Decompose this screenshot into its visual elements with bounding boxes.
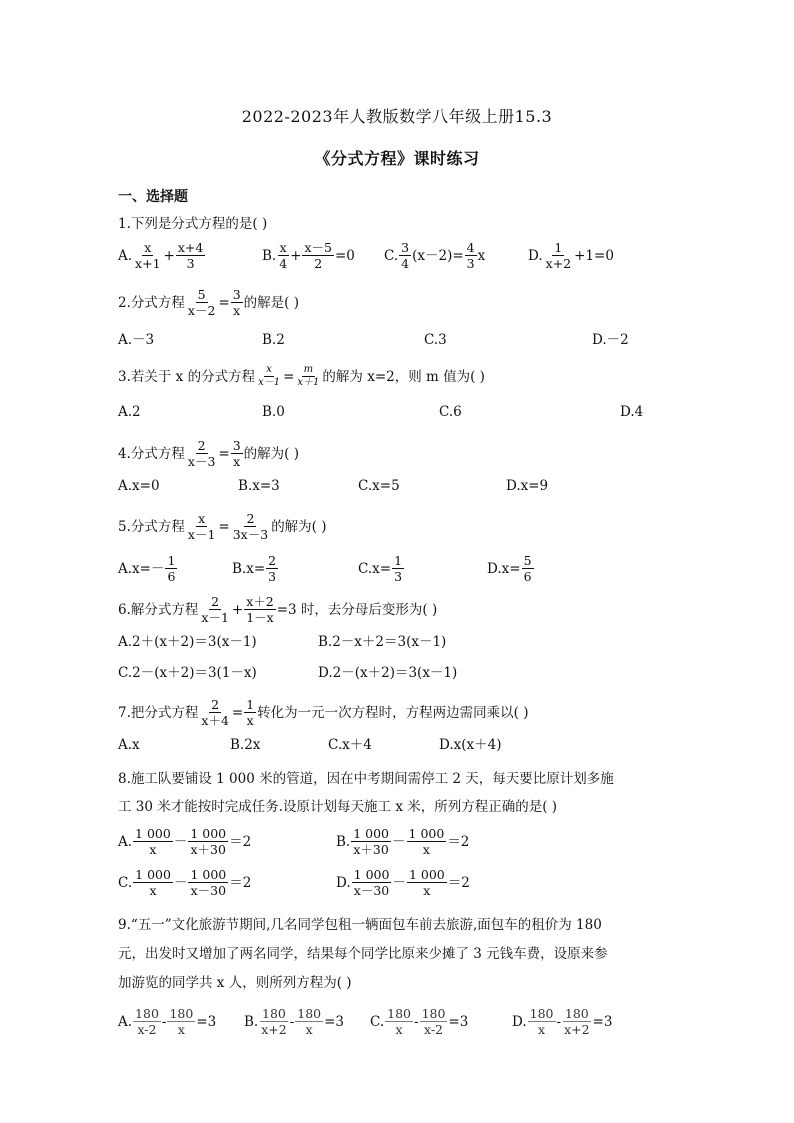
numerator: x <box>266 364 272 375</box>
numerator: 1 000 <box>408 867 445 882</box>
denominator: x－3 <box>187 454 216 469</box>
fraction <box>176 240 205 271</box>
equals-sign: = <box>231 704 244 721</box>
numerator: 2 <box>197 438 206 453</box>
fraction <box>392 553 404 584</box>
denominator: x－2 <box>187 303 216 318</box>
question-3-option-d: D.4 <box>620 404 644 420</box>
operator: － <box>173 874 188 891</box>
option-label: A. <box>118 247 133 264</box>
denominator: x＋30 <box>353 842 389 857</box>
fraction <box>244 594 276 625</box>
stem-prefix: 7.把分式方程 <box>118 704 199 721</box>
question-1-option-d <box>528 240 614 271</box>
question-6-option-c: C.2－(x＋2)＝3(1－x) <box>118 665 257 681</box>
denominator: x <box>395 1022 403 1037</box>
equation-tail: ＝2 <box>229 874 252 891</box>
operator: - <box>161 1013 167 1030</box>
numerator: 5 <box>197 287 206 302</box>
fraction <box>259 1006 288 1037</box>
question-9-option-c <box>370 1006 468 1037</box>
operator: - <box>289 1013 295 1030</box>
question-4-option-d: D.x=9 <box>506 478 549 494</box>
operator: - <box>556 1013 562 1030</box>
question-6-stem <box>118 594 437 625</box>
denominator: x <box>149 883 157 898</box>
option-label: D. <box>528 247 543 264</box>
option-prefix: A.x=－ <box>118 560 165 577</box>
option-label: B. <box>336 833 351 850</box>
question-7-option-a: A.x <box>118 737 140 753</box>
fraction <box>165 553 177 584</box>
denominator: 3 <box>466 256 475 271</box>
operator: + <box>163 247 175 264</box>
equals-sign: = <box>218 518 230 535</box>
question-9-stem-line-1: 9.“五一”文化旅游节期间,几名同学包租一辆面包车前去旅游,面包车的租价为 180 <box>118 917 602 933</box>
numerator: 180 <box>169 1006 194 1021</box>
denominator: x+2 <box>564 1022 590 1037</box>
denominator: 2 <box>314 256 323 271</box>
denominator: x+1 <box>135 256 161 271</box>
question-9-option-d <box>512 1006 612 1037</box>
question-7-option-c: C.x＋4 <box>328 737 372 753</box>
stem-suffix: 的解为 x=2，则 m 值为( ) <box>322 368 485 385</box>
numerator: m <box>303 364 314 375</box>
equation-tail: =0 <box>335 247 355 264</box>
fraction <box>407 826 447 857</box>
equation-tail: ＝2 <box>447 874 470 891</box>
equation-tail: =3 <box>324 1013 345 1030</box>
fraction <box>133 867 173 898</box>
fraction <box>385 1006 413 1037</box>
numerator: 2 <box>268 553 277 568</box>
question-8-option-c <box>118 867 251 898</box>
denominator: 1－x <box>246 610 274 625</box>
question-8-stem-line-2: 工 30 米才能按时完成任务.设原计划每天施工 x 米，所列方程正确的是( ) <box>118 799 558 815</box>
equation-tail: =3 <box>448 1013 469 1030</box>
operator: － <box>173 833 188 850</box>
numerator: 180 <box>387 1006 411 1021</box>
question-7-stem <box>118 697 529 728</box>
stem-suffix: 的解是( ) <box>243 294 299 311</box>
fraction <box>399 240 411 271</box>
question-9-stem-line-2: 元，出发时又增加了两名同学，结果每个同学比原来少摊了 3 元钱车费，设原来参 <box>118 946 608 962</box>
question-6-option-a: A.2＋(x＋2)＝3(x－1) <box>118 634 257 650</box>
question-5-option-a <box>118 553 178 584</box>
numerator: 1 000 <box>190 867 227 882</box>
stem-prefix: 2.分式方程 <box>118 294 185 311</box>
fraction <box>528 1006 556 1037</box>
option-label: B. <box>244 1013 259 1030</box>
numerator: 2 <box>211 594 220 609</box>
fraction <box>562 1006 591 1037</box>
fraction <box>231 438 243 469</box>
denominator: x－1 <box>258 377 281 388</box>
numerator: 180 <box>529 1006 554 1021</box>
equation-tail: x <box>477 247 486 264</box>
equals-sign: = <box>218 445 230 462</box>
numerator: 3 <box>401 240 410 255</box>
numerator: 3 <box>232 287 241 302</box>
numerator: 1 000 <box>135 867 171 882</box>
fraction <box>231 287 243 318</box>
question-4-stem <box>118 438 299 469</box>
denominator: x－1 <box>187 527 216 542</box>
stem-prefix: 5.分式方程 <box>118 518 185 535</box>
fraction <box>199 594 231 625</box>
numerator: 5 <box>523 553 532 568</box>
denominator: x <box>177 1022 185 1037</box>
question-7-option-d: D.x(x＋4) <box>439 737 502 753</box>
operator: + <box>231 601 244 618</box>
question-3-option-b: B.0 <box>262 404 285 420</box>
option-prefix: D.x= <box>487 560 521 577</box>
numerator: 1 <box>554 240 563 255</box>
fraction <box>186 287 218 318</box>
denominator: x+2 <box>261 1022 287 1037</box>
question-5-option-c <box>358 553 405 584</box>
option-label: A. <box>118 1013 133 1030</box>
numerator: x <box>198 511 206 526</box>
question-3-stem <box>118 364 485 389</box>
option-label: C. <box>118 874 133 891</box>
denominator: x＋30 <box>190 842 226 857</box>
operator: - <box>414 1013 419 1030</box>
denominator: x＋4 <box>201 713 229 728</box>
denominator: x－30 <box>353 883 390 898</box>
numerator: 1 000 <box>408 826 445 841</box>
denominator: 3x－3 <box>232 527 269 542</box>
denominator: x-2 <box>137 1022 157 1037</box>
question-5-stem <box>118 511 327 542</box>
question-6-option-b: B.2－x＋2＝3(x－1) <box>318 634 447 650</box>
option-label: D. <box>512 1013 527 1030</box>
fraction <box>188 867 228 898</box>
denominator: x <box>233 454 241 469</box>
question-1-stem: 1.下列是分式方程的是( ) <box>118 216 268 232</box>
question-2-option-c: C.3 <box>424 332 447 348</box>
denominator: 3 <box>394 569 403 584</box>
numerator: 3 <box>232 438 241 453</box>
numerator: 1 <box>394 553 403 568</box>
option-label: D. <box>336 874 351 891</box>
option-label: A. <box>118 833 133 850</box>
expression-middle: (x－2)= <box>412 247 464 264</box>
fraction <box>295 364 321 389</box>
page-subtitle: 《分式方程》课时练习 <box>314 149 480 168</box>
fraction <box>188 826 228 857</box>
option-label: C. <box>384 247 399 264</box>
equation-tail: +1=0 <box>574 247 614 264</box>
equation-tail: =3 <box>592 1013 613 1030</box>
denominator: x <box>423 883 431 898</box>
question-8-option-d <box>336 867 470 898</box>
equals-sign: = <box>218 294 230 311</box>
question-4-option-a: A.x=0 <box>118 478 160 494</box>
fraction <box>199 697 231 728</box>
question-9-option-a <box>118 1006 216 1037</box>
denominator: x <box>149 842 157 857</box>
denominator: 6 <box>523 569 532 584</box>
denominator: x+2 <box>545 256 572 271</box>
numerator: 180 <box>564 1006 589 1021</box>
numerator: 1 000 <box>353 826 390 841</box>
denominator: x－1 <box>201 610 229 625</box>
question-8-option-b <box>336 826 469 857</box>
question-7-option-b: B.2x <box>230 737 261 753</box>
fraction <box>352 867 392 898</box>
fraction <box>167 1006 195 1037</box>
question-9-option-b <box>244 1006 344 1037</box>
denominator: x <box>305 1022 313 1037</box>
numerator: 1 000 <box>190 826 227 841</box>
question-8-option-a <box>118 826 251 857</box>
fraction <box>420 1006 448 1037</box>
option-prefix: C.x= <box>358 560 392 577</box>
stem-suffix: 的解为( ) <box>243 445 299 462</box>
numerator: 2 <box>211 697 220 712</box>
fraction <box>295 1006 323 1037</box>
stem-suffix: 转化为一元一次方程时，方程两边需同乘以( ) <box>257 704 529 721</box>
numerator: 2 <box>246 511 255 526</box>
denominator: 4 <box>401 256 410 271</box>
numerator: 180 <box>297 1006 322 1021</box>
stem-prefix: 3.若关于 x 的分式方程 <box>118 368 256 385</box>
question-4-option-b: B.x=3 <box>238 478 280 494</box>
stem-prefix: 6.解分式方程 <box>118 601 199 618</box>
numerator: 180 <box>421 1006 446 1021</box>
stem-suffix: =3 时，去分母后变形为( ) <box>276 601 438 618</box>
fraction <box>266 553 278 584</box>
operator: － <box>392 833 406 850</box>
numerator: x+4 <box>177 240 204 255</box>
question-1-option-c <box>384 240 485 271</box>
operator: － <box>392 874 406 891</box>
page-title: 2022-2023年人教版数学八年级上册15.3 <box>241 107 553 126</box>
denominator: 3 <box>268 569 277 584</box>
option-label: B. <box>262 247 277 264</box>
stem-prefix: 4.分式方程 <box>118 445 185 462</box>
question-5-option-b <box>232 553 279 584</box>
numerator: 1 000 <box>353 867 390 882</box>
equation-tail: ＝2 <box>229 833 252 850</box>
fraction <box>133 826 173 857</box>
option-label: C. <box>370 1013 385 1030</box>
denominator: x-2 <box>423 1022 443 1037</box>
question-6-option-d: D.2－(x＋2)＝3(x－1) <box>318 665 458 681</box>
denominator: x＋1 <box>297 377 320 388</box>
option-prefix: B.x= <box>232 560 266 577</box>
question-9-stem-line-3: 加游览的同学共 x 人，则所列方程为( ) <box>118 975 352 991</box>
denominator: 6 <box>167 569 176 584</box>
fraction <box>133 240 162 271</box>
question-8-stem-line-1: 8.施工队要铺设 1 000 米的管道，因在中考期间需停工 2 天，每天要比原计划多施 <box>118 771 614 787</box>
question-2-option-d: D.－2 <box>592 332 629 348</box>
numerator: 1 <box>167 553 176 568</box>
question-2-stem <box>118 287 299 318</box>
denominator: 3 <box>186 256 195 271</box>
fraction <box>465 240 477 271</box>
question-5-option-d <box>487 553 535 584</box>
stem-suffix: 的解为( ) <box>271 518 327 535</box>
question-4-option-c: C.x=5 <box>358 478 400 494</box>
numerator: 4 <box>466 240 475 255</box>
fraction <box>186 438 218 469</box>
equals-sign: = <box>283 368 295 385</box>
numerator: 1 000 <box>135 826 171 841</box>
numerator: x－5 <box>304 240 332 255</box>
fraction <box>544 240 573 271</box>
question-1-option-b <box>262 240 355 271</box>
numerator: 1 <box>246 697 255 712</box>
fraction <box>231 511 270 542</box>
denominator: 4 <box>279 256 288 271</box>
denominator: x <box>538 1022 546 1037</box>
fraction <box>244 697 256 728</box>
equation-tail: ＝2 <box>447 833 470 850</box>
fraction <box>277 240 289 271</box>
denominator: x <box>422 842 430 857</box>
question-2-option-b: B.2 <box>262 332 285 348</box>
fraction <box>522 553 534 584</box>
fraction <box>186 511 218 542</box>
fraction <box>256 364 282 389</box>
fraction <box>351 826 391 857</box>
denominator: x－30 <box>190 883 227 898</box>
question-2-option-a: A.－3 <box>118 332 155 348</box>
fraction <box>302 240 334 271</box>
question-3-option-a: A.2 <box>118 404 141 420</box>
denominator: x <box>246 713 254 728</box>
operator: + <box>290 247 302 264</box>
numerator: x＋2 <box>246 594 274 609</box>
denominator: x <box>233 303 241 318</box>
numerator: 180 <box>262 1006 286 1021</box>
fraction <box>407 867 447 898</box>
numerator: x <box>144 240 152 255</box>
fraction <box>133 1006 161 1037</box>
question-1-option-a <box>118 240 206 271</box>
section-heading: 一、选择题 <box>118 189 188 205</box>
question-3-option-c: C.6 <box>439 404 462 420</box>
numerator: x <box>279 240 287 255</box>
equation-tail: =3 <box>196 1013 217 1030</box>
numerator: 180 <box>135 1006 159 1021</box>
